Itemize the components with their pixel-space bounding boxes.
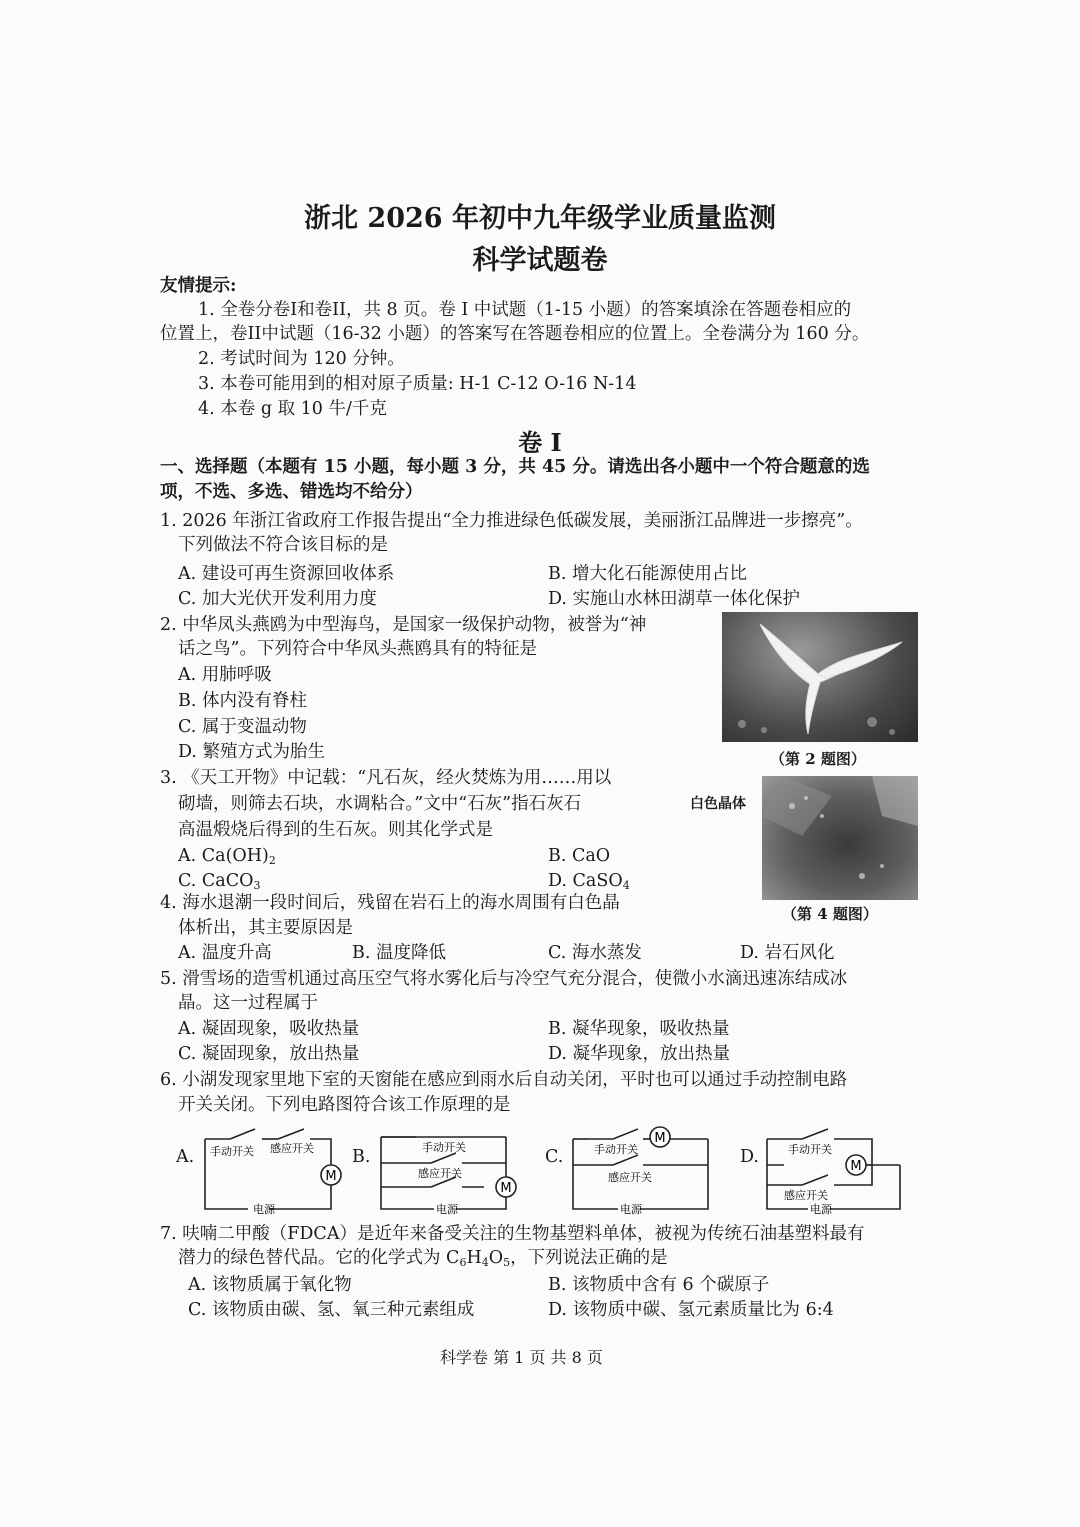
tip-1a: 1. 全卷分卷I和卷II，共 8 页。卷 I 中试题（1-15 小题）的答案填涂在答题卷相应的 [198, 300, 852, 320]
tip-3: 3. 本卷可能用到的相对原子质量: H-1 C-12 O-16 N-14 [198, 374, 637, 394]
q6-option-d: D. [740, 1147, 759, 1167]
exam-title: 浙北 2026 年初中九年级学业质量监测 [304, 203, 776, 234]
manual-switch-label: 手动开关 [210, 1145, 254, 1158]
q2-stem-1: 2. 中华凤头燕鸥为中型海鸟，是国家一级保护动物，被誉为“神 [160, 615, 647, 635]
tip-1b: 位置上，卷II中试题（16-32 小题）的答案写在答题卷相应的位置上。全卷满分为 160 分。 [160, 324, 870, 344]
power-label: 电源 [253, 1203, 275, 1216]
sensor-switch-label: 感应开关 [270, 1142, 314, 1155]
section-instruction-2: 项，不选、多选、错选均不给分） [160, 482, 423, 502]
q5-stem-2: 晶。这一过程属于 [178, 993, 318, 1013]
circuit-a [200, 1125, 350, 1217]
q3-option-b: B. CaO [548, 846, 611, 866]
q6-stem-1: 6. 小湖发现家里地下室的天窗能在感应到雨水后自动关闭，平时也可以通过手动控制电路 [160, 1070, 848, 1090]
q5-option-d: D. 凝华现象，放出热量 [548, 1044, 731, 1064]
q4-option-b: B. 温度降低 [352, 943, 446, 963]
tips-heading: 友情提示: [160, 276, 237, 296]
power-label: 电源 [810, 1203, 832, 1216]
q2-figure-caption: （第 2 题图） [770, 750, 866, 768]
manual-switch-label: 手动开关 [422, 1141, 466, 1154]
q3-stem-1: 3. 《天工开物》中记载：“凡石灰，经火焚炼为用……用以 [160, 768, 612, 788]
q2-option-a: A. 用肺呼吸 [178, 665, 272, 685]
sensor-switch-label: 感应开关 [784, 1189, 828, 1202]
tern-photo [722, 612, 918, 742]
q2-option-c: C. 属于变温动物 [178, 717, 307, 737]
circuit-b [376, 1125, 526, 1217]
q1-option-c: C. 加大光伏开发利用力度 [178, 589, 377, 609]
sensor-switch-label: 感应开关 [418, 1167, 462, 1180]
section-title: 卷 I [518, 428, 562, 457]
q5-option-b: B. 凝华现象，吸收热量 [548, 1019, 730, 1039]
q6-stem-2: 开关关闭。下列电路图符合该工作原理的是 [178, 1095, 511, 1115]
q5-option-a: A. 凝固现象，吸收热量 [178, 1019, 360, 1039]
q7-stem-1: 7. 呋喃二甲酸（FDCA）是近年来备受关注的生物基塑料单体，被视为传统石油基塑料最有 [160, 1224, 865, 1244]
q3-option-a: A. $Ca(OH)_2$ [178, 846, 276, 867]
q4-figure-caption: （第 4 题图） [782, 905, 878, 923]
motor-label: M [500, 1181, 512, 1196]
q1-option-a: A. 建设可再生资源回收体系 [178, 564, 395, 584]
q3-option-d: D. CaSO$_4$ [548, 871, 630, 892]
page-footer: 科学卷 第 1 页 共 8 页 [440, 1348, 603, 1367]
q7-option-a: A. 该物质属于氧化物 [188, 1275, 352, 1295]
q5-stem-1: 5. 滑雪场的造雪机通过高压空气将水雾化后与冷空气充分混合，使微小水滴迅速冻结成冰 [160, 969, 848, 989]
bird-icon [722, 612, 918, 742]
tip-4: 4. 本卷 g 取 10 牛/千克 [198, 399, 387, 419]
power-label: 电源 [436, 1203, 458, 1216]
q2-option-b: B. 体内没有脊柱 [178, 691, 307, 711]
manual-switch-label: 手动开关 [788, 1143, 832, 1156]
q1-stem-1: 1. 2026 年浙江省政府工作报告提出“全力推进绿色低碳发展，美丽浙江品牌进一步擦亮”。 [160, 511, 863, 531]
rock-photo [762, 776, 918, 900]
q4-option-d: D. 岩石风化 [740, 943, 835, 963]
manual-switch-label: 手动开关 [594, 1143, 638, 1156]
q3-stem-2: 砌墙，则筛去石块，水调粘合。”文中“石灰”指石灰石 [178, 794, 582, 814]
q4-figure-label: 白色晶体 [690, 796, 746, 812]
sensor-switch-label: 感应开关 [608, 1171, 652, 1184]
q3-option-c: C. CaCO$_3$ [178, 871, 261, 892]
q3-stem-3: 高温煅烧后得到的生石灰。则其化学式是 [178, 820, 493, 840]
q4-stem-1: 4. 海水退潮一段时间后，残留在岩石上的海水周围有白色晶 [160, 893, 620, 913]
motor-label: M [325, 1169, 337, 1184]
power-label: 电源 [620, 1203, 642, 1216]
q4-option-a: A. 温度升高 [178, 943, 272, 963]
q4-option-c: C. 海水蒸发 [548, 943, 642, 963]
q1-option-d: D. 实施山水林田湖草一体化保护 [548, 589, 801, 609]
q7-option-b: B. 该物质中含有 6 个碳原子 [548, 1275, 770, 1295]
motor-label: M [850, 1159, 862, 1174]
tip-2: 2. 考试时间为 120 分钟。 [198, 349, 405, 369]
circuit-d [762, 1125, 912, 1217]
q5-option-c: C. 凝固现象，放出热量 [178, 1044, 360, 1064]
rock-crystal-icon [762, 776, 918, 900]
exam-subtitle: 科学试题卷 [472, 245, 608, 276]
q7-option-d: D. 该物质中碳、氢元素质量比为 6:4 [548, 1300, 834, 1320]
q1-option-b: B. 增大化石能源使用占比 [548, 564, 747, 584]
circuit-c [568, 1125, 720, 1217]
section-instruction-1: 一、选择题（本题有 15 小题，每小题 3 分，共 45 分。请选出各小题中一个符合题意的选 [160, 457, 870, 477]
q4-stem-2: 体析出，其主要原因是 [178, 918, 353, 938]
q7-option-c: C. 该物质由碳、氢、氧三种元素组成 [188, 1300, 475, 1320]
motor-label: M [654, 1131, 666, 1146]
q7-stem-2: 潜力的绿色替代品。它的化学式为 $C_6H_4O_5$，下列说法正确的是 [178, 1248, 668, 1269]
q6-option-a: A. [176, 1147, 195, 1167]
q6-option-c: C. [545, 1147, 564, 1167]
q2-stem-2: 话之鸟”。下列符合中华凤头燕鸥具有的特征是 [178, 639, 537, 659]
q6-option-b: B. [352, 1147, 371, 1167]
q2-option-d: D. 繁殖方式为胎生 [178, 742, 326, 762]
q1-stem-2: 下列做法不符合该目标的是 [178, 535, 388, 555]
